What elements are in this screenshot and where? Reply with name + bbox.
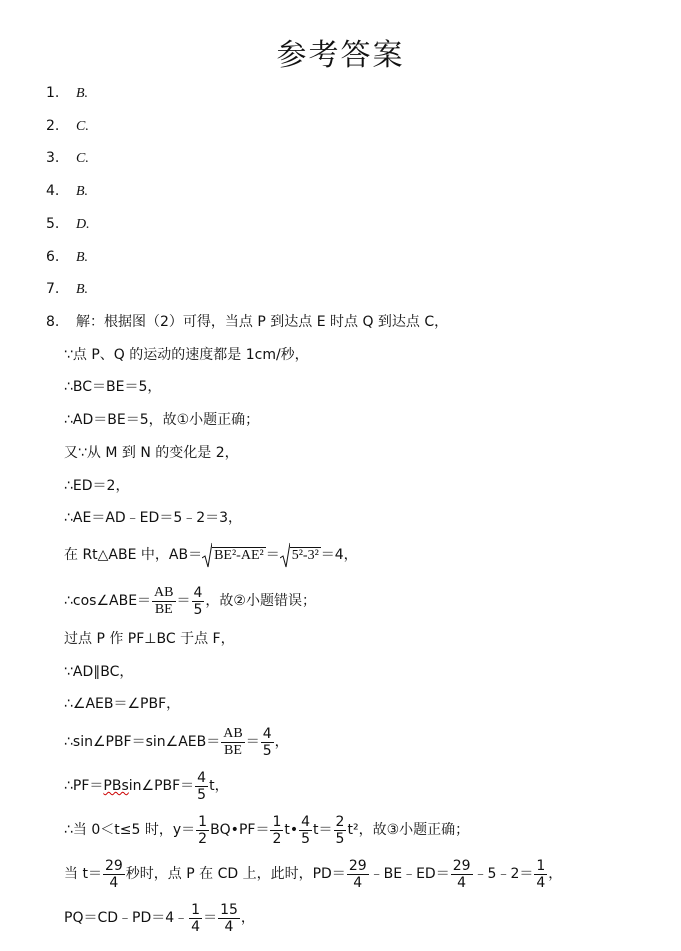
fraction: $\frac{4}{5}$ xyxy=(262,725,272,759)
q8-line-5: ∴ED＝2， xyxy=(64,478,130,494)
q8-line-12: ∴sin∠PBF＝sin∠AEB＝ $\frac{AB}{BE}$ ＝ $\frac{4}{5}$ ， xyxy=(64,725,289,759)
sqrt-sign xyxy=(280,542,290,568)
q8-line-10: ∵AD∥BC， xyxy=(64,664,134,680)
fraction: $\frac{29}{4}$ xyxy=(348,857,367,891)
q8-line-7: 在 Rt△ABE 中，AB＝ BE²-AE² ＝ 5²-3² ＝4， xyxy=(64,538,358,573)
answer-4: 4. B. xyxy=(46,183,89,199)
fraction: $\frac{29}{4}$ xyxy=(452,857,471,891)
page-title: 参考答案 xyxy=(276,38,405,73)
q8-line-3: ∴AD＝BE＝5，故①小题正确； xyxy=(64,412,260,428)
answer-7: 7. B. xyxy=(46,281,89,297)
answer-5: 5. D. xyxy=(46,216,90,232)
fraction: $\frac{1}{4}$ xyxy=(536,857,546,891)
answer-6: 6. B. xyxy=(46,249,89,265)
fraction: $\frac{AB}{BE}$ xyxy=(223,725,243,758)
q8-line-16: PQ＝CD﹣PD＝4﹣ $\frac{1}{4}$ ＝ $\frac{15}{4}$ ， xyxy=(64,901,255,935)
answer-1: 1. B. xyxy=(46,85,89,101)
fraction: $\frac{AB}{BE}$ xyxy=(154,584,174,617)
q8-line-15: 当 t＝ $\frac{29}{4}$ 秒时，点 P 在 CD 上，此时，PD＝ $\frac{29}{4}$ ﹣BE﹣ED＝ $\frac{29}{4}$ ﹣5﹣2＝ $\frac{1}{4}$ ， xyxy=(64,857,563,891)
q8-intro: 8. 解：根据图（2）可得，当点 P 到达点 E 时点 Q 到达点 C， xyxy=(46,314,449,330)
fraction: $\frac{4}{5}$ xyxy=(197,769,207,803)
q8-line-9: 过点 P 作 PF⊥BC 于点 F， xyxy=(64,631,235,647)
q8-line-13: ∴PF＝PBsin∠PBF＝ $\frac{4}{5}$ t， xyxy=(64,769,229,803)
q8-line-1: ∵点 P、Q 的运动的速度都是 1cm/秒， xyxy=(64,347,309,363)
fraction: $\frac{15}{4}$ xyxy=(220,901,238,935)
sqrt-sign xyxy=(202,542,212,568)
answer-3: 3. C. xyxy=(46,150,89,166)
fraction: $\frac{29}{4}$ xyxy=(104,857,123,891)
sqrt-content: BE²-AE² xyxy=(214,548,264,563)
fraction: $\frac{1}{4}$ xyxy=(191,901,201,935)
q8-line-2: ∴BC＝BE＝5， xyxy=(64,379,162,395)
fraction: $\frac{4}{5}$ xyxy=(301,813,311,847)
q8-line-4: 又∵从 M 到 N 的变化是 2， xyxy=(64,445,239,461)
fraction: $\frac{2}{5}$ xyxy=(335,813,345,847)
fraction: $\frac{4}{5}$ xyxy=(193,584,203,618)
wavy-underline-text: PBs xyxy=(103,778,129,794)
fraction: $\frac{1}{2}$ xyxy=(198,813,208,847)
fraction: $\frac{1}{2}$ xyxy=(272,813,282,847)
q8-line-11: ∴∠AEB＝∠PBF， xyxy=(64,696,181,712)
q8-line-14: ∴当 0＜t≤5 时，y＝ $\frac{1}{2}$ BQ•PF＝ $\frac{1}{2}$ t• $\frac{4}{5}$ t＝ $\frac{2}{5}$ t²，故③小题正确； xyxy=(64,813,470,847)
answer-2: 2. C. xyxy=(46,118,89,134)
sqrt-content: 5²-3² xyxy=(291,548,319,563)
q8-line-8: ∴cos∠ABE＝ $\frac{AB}{BE}$ ＝ $\frac{4}{5}$ ，故②小题错误； xyxy=(64,584,316,618)
q8-line-6: ∴AE＝AD﹣ED＝5﹣2＝3， xyxy=(64,510,243,526)
